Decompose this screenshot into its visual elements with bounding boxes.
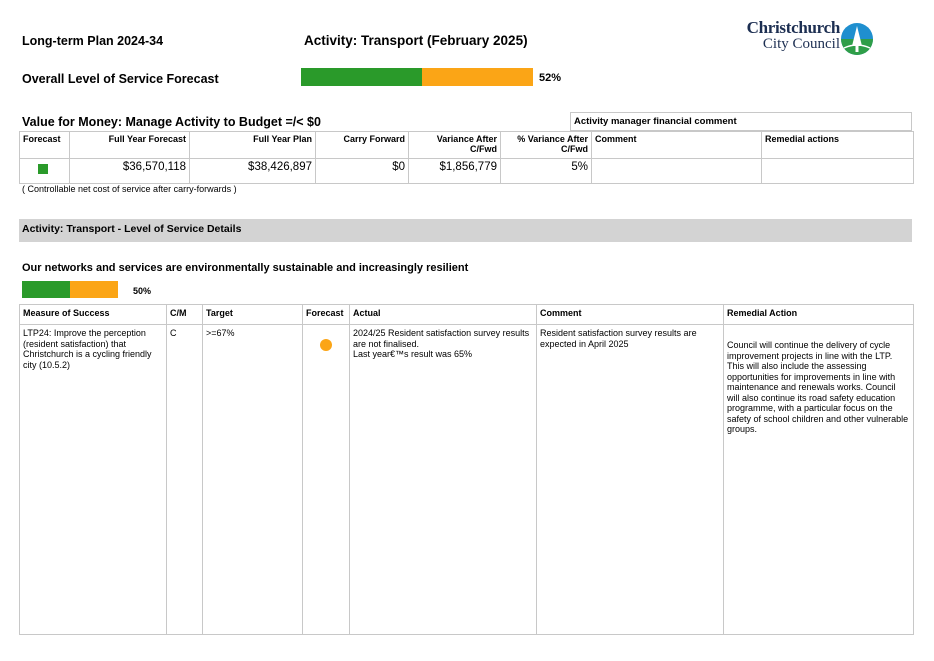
col-remedial-actions: Remedial actions — [762, 132, 914, 159]
col-forecast: Forecast — [20, 132, 70, 159]
col-measure-of-success: Measure of Success — [20, 305, 167, 325]
cm-cell: C — [167, 325, 203, 635]
col-comment: Comment — [537, 305, 724, 325]
actual-line-2: Last year€™s result was 65% — [353, 349, 473, 359]
col-full-year-plan: Full Year Plan — [190, 132, 316, 159]
col-target: Target — [203, 305, 303, 325]
col-comment: Comment — [592, 132, 762, 159]
logo-line-2: City Council — [762, 36, 840, 52]
activity-title: Activity: Transport (February 2025) — [304, 33, 528, 48]
financial-comment-header: Activity manager financial comment — [570, 112, 912, 131]
overall-bar-orange — [422, 68, 533, 86]
green-status-square-icon — [38, 164, 48, 174]
cathedral-emblem-icon — [840, 22, 874, 56]
col-forecast: Forecast — [303, 305, 350, 325]
goal-forecast-bar — [22, 281, 118, 298]
financial-table — [19, 131, 914, 184]
cost-note: ( Controllable net cost of service after carry-forwards ) — [22, 184, 237, 194]
financial-remedial-cell — [762, 159, 914, 184]
variance-after-value: $1,856,779 — [409, 159, 501, 184]
col-variance-after: Variance After C/Fwd — [409, 132, 501, 159]
comment-cell: Resident satisfaction survey results are expected in April 2025 — [537, 325, 724, 635]
value-for-money-title: Value for Money: Manage Activity to Budget =/< $0 — [22, 115, 321, 129]
pct-variance-value: 5% — [501, 159, 592, 184]
logo-line-1: Christchurch — [746, 18, 840, 37]
col-actual: Actual — [350, 305, 537, 325]
overall-percent: 52% — [539, 72, 562, 84]
col-carry-forward: Carry Forward — [316, 132, 409, 159]
financial-header-row — [20, 132, 914, 159]
goal-title: Our networks and services are environmentally sustainable and increasingly resilient — [22, 262, 469, 274]
financial-data-row — [20, 159, 914, 184]
orange-status-dot-icon — [320, 339, 332, 351]
plan-title: Long-term Plan 2024-34 — [22, 34, 164, 48]
financial-comment-cell — [592, 159, 762, 184]
remedial-text: Council will continue the delivery of cycle improvement projects in line with the LTP. This will also include the assessing opportunities for improvements in line with maintenance and renewals works. Council will also continue its road safety education programme, with a particular focus on the safety of school children and other vulnerable groups. — [727, 340, 909, 434]
level-of-service-table — [19, 304, 914, 635]
overall-forecast-bar — [301, 68, 533, 86]
goal-bar-orange — [70, 281, 118, 298]
los-data-row — [20, 325, 914, 635]
section-title: Activity: Transport - Level of Service Details — [22, 223, 242, 235]
remedial-cell — [724, 325, 914, 635]
forecast-status — [20, 159, 70, 184]
actual-cell — [350, 325, 537, 635]
col-remedial-action: Remedial Action — [724, 305, 914, 325]
col-pct-variance: % Variance After C/Fwd — [501, 132, 592, 159]
target-cell: >=67% — [203, 325, 303, 635]
measure-cell: LTP24: Improve the perception (resident satisfaction) that Christchurch is a cycling friendly city (10.5.2) — [20, 325, 167, 635]
full-year-forecast-value: $36,570,118 — [70, 159, 190, 184]
carry-forward-value: $0 — [316, 159, 409, 184]
overall-los-label: Overall Level of Service Forecast — [22, 72, 219, 86]
forecast-cell — [303, 325, 350, 635]
full-year-plan-value: $38,426,897 — [190, 159, 316, 184]
col-cm: C/M — [167, 305, 203, 325]
actual-line-1: 2024/25 Resident satisfaction survey results are not finalised. — [353, 328, 530, 349]
goal-percent: 50% — [133, 286, 152, 296]
los-header-row — [20, 305, 914, 325]
council-logo — [732, 20, 877, 58]
overall-bar-green — [301, 68, 422, 86]
goal-bar-green — [22, 281, 70, 298]
col-full-year-forecast: Full Year Forecast — [70, 132, 190, 159]
